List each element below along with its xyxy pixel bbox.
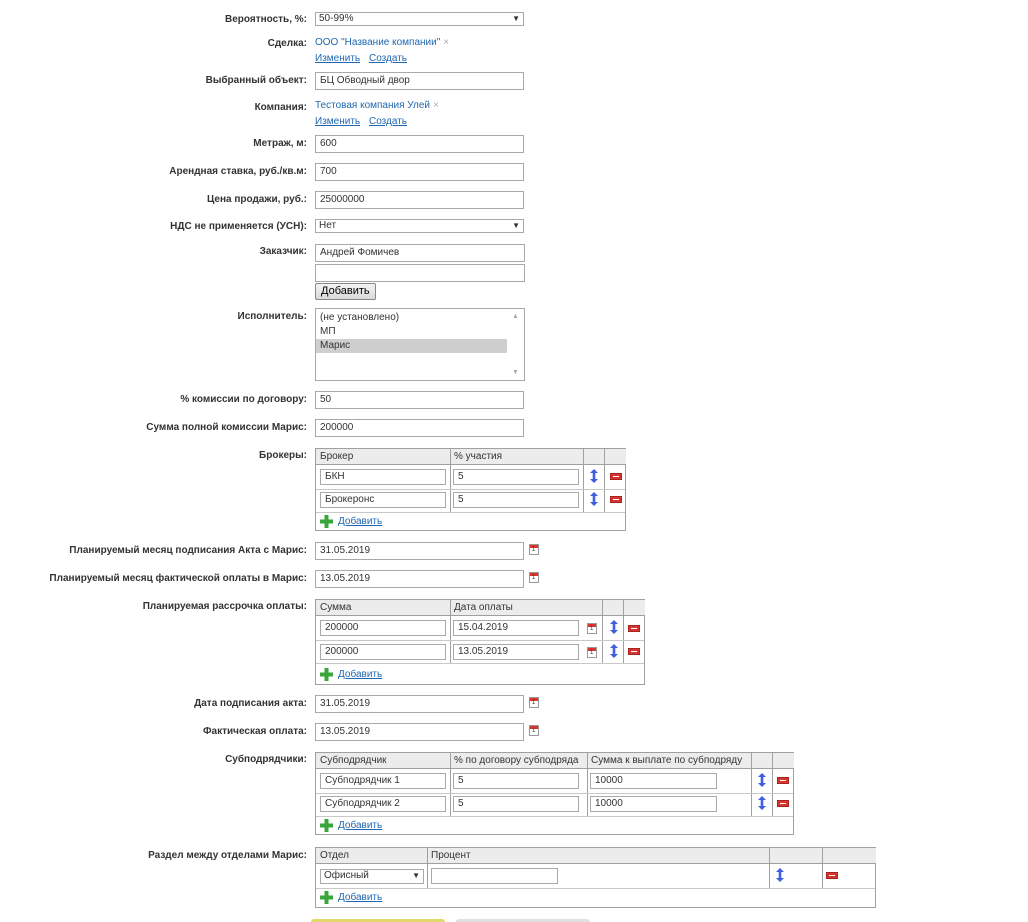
calendar-icon[interactable] xyxy=(587,623,597,634)
delete-row-icon[interactable] xyxy=(826,872,838,879)
company-link[interactable] xyxy=(315,100,439,111)
installments-header-move xyxy=(602,600,623,616)
chevron-down-icon: ▼ xyxy=(512,14,520,23)
deal-label: Сделка: xyxy=(267,38,307,49)
subcontractor-name-input[interactable]: Субподрядчик 2 xyxy=(320,796,446,812)
probability-label: Вероятность, %: xyxy=(224,14,307,25)
broker-name-input[interactable]: БКН xyxy=(320,469,446,485)
subcontractors-header-sum: Сумма к выплате по субподряду xyxy=(587,753,751,769)
price-input[interactable]: 25000000 xyxy=(315,191,524,209)
brokers-header-delete xyxy=(604,449,626,465)
installment-date-input[interactable]: 13.05.2019 xyxy=(453,644,579,660)
deal-create-link[interactable]: Создать xyxy=(369,53,408,64)
calendar-icon[interactable] xyxy=(529,725,539,736)
move-updown-icon[interactable] xyxy=(609,620,619,634)
calendar-icon[interactable] xyxy=(587,647,597,658)
add-subcontractor-link[interactable]: Добавить xyxy=(338,820,383,831)
broker-pct-input[interactable]: 5 xyxy=(453,492,579,508)
departments-header-delete xyxy=(822,848,876,864)
installments-table xyxy=(315,599,645,685)
act-month-input[interactable]: 31.05.2019 xyxy=(315,542,524,560)
installments-header-delete xyxy=(623,600,645,616)
add-broker-link[interactable]: Добавить xyxy=(338,516,383,527)
installments-label: Планируемая рассрочка оплаты: xyxy=(142,601,307,612)
remove-deal-icon[interactable]: × xyxy=(443,37,450,48)
executor-option[interactable]: (не установлено) xyxy=(320,312,400,323)
customer-input[interactable]: Андрей Фомичев xyxy=(315,244,525,262)
company-create-link[interactable]: Создать xyxy=(369,116,408,127)
installment-sum-input[interactable]: 200000 xyxy=(320,644,446,660)
calendar-icon[interactable] xyxy=(529,572,539,583)
move-updown-icon[interactable] xyxy=(609,644,619,658)
move-updown-icon[interactable] xyxy=(775,868,785,882)
actual-payment-input[interactable]: 13.05.2019 xyxy=(315,723,524,741)
departments-header-move xyxy=(769,848,822,864)
commission-pct-label: % комиссии по договору: xyxy=(180,394,307,405)
commission-pct-input[interactable]: 50 xyxy=(315,391,524,409)
company-name[interactable]: Тестовая компания Улей xyxy=(315,100,430,111)
add-icon[interactable] xyxy=(320,668,333,681)
rent-label: Арендная ставка, руб./кв.м: xyxy=(169,166,307,177)
brokers-header-move xyxy=(583,449,604,465)
pay-month-input[interactable]: 13.05.2019 xyxy=(315,570,524,588)
calendar-icon[interactable] xyxy=(529,697,539,708)
installment-date-input[interactable]: 15.04.2019 xyxy=(453,620,579,636)
rent-input[interactable]: 700 xyxy=(315,163,524,181)
add-icon[interactable] xyxy=(320,515,333,528)
calendar-icon[interactable] xyxy=(529,544,539,555)
subcontractor-pct-input[interactable]: 5 xyxy=(453,773,579,789)
subcontractors-header-delete xyxy=(772,753,794,769)
actual-payment-label: Фактическая оплата: xyxy=(203,726,307,737)
delete-row-icon[interactable] xyxy=(628,625,640,632)
company-change-link[interactable]: Изменить xyxy=(315,116,361,127)
broker-pct-input[interactable]: 5 xyxy=(453,469,579,485)
deal-name[interactable]: ООО "Название компании" xyxy=(315,37,441,48)
object-label: Выбранный объект: xyxy=(205,75,307,86)
act-date-label: Дата подписания акта: xyxy=(194,698,307,709)
brokers-table xyxy=(315,448,626,531)
delete-row-icon[interactable] xyxy=(628,648,640,655)
add-icon[interactable] xyxy=(320,891,333,904)
act-date-input[interactable]: 31.05.2019 xyxy=(315,695,524,713)
scroll-up-icon[interactable]: ▲ xyxy=(512,313,519,320)
price-label: Цена продажи, руб.: xyxy=(206,194,307,205)
probability-value: 50-99% xyxy=(319,13,354,24)
subcontractors-header-name: Субподрядчик xyxy=(316,753,450,769)
commission-sum-label: Сумма полной комиссии Марис: xyxy=(146,422,307,433)
installments-header-sum: Сумма xyxy=(316,600,450,616)
subcontractor-sum-input[interactable]: 10000 xyxy=(590,773,717,789)
delete-row-icon[interactable] xyxy=(610,496,622,503)
delete-row-icon[interactable] xyxy=(777,800,789,807)
delete-row-icon[interactable] xyxy=(610,473,622,480)
deal-link[interactable] xyxy=(315,37,449,48)
customer-input-2[interactable] xyxy=(315,264,525,282)
subcontractor-pct-input[interactable]: 5 xyxy=(453,796,579,812)
department-select[interactable] xyxy=(320,869,424,884)
brokers-header-pct: % участия xyxy=(450,449,583,465)
delete-row-icon[interactable] xyxy=(777,777,789,784)
add-icon[interactable] xyxy=(320,819,333,832)
subcontractors-label: Субподрядчики: xyxy=(225,754,307,765)
brokers-label: Брокеры: xyxy=(259,450,307,461)
broker-name-input[interactable]: Брокеронс xyxy=(320,492,446,508)
vat-value: Нет xyxy=(319,220,337,231)
department-pct-input[interactable] xyxy=(431,868,558,884)
company-label: Компания: xyxy=(254,102,307,113)
object-input[interactable]: БЦ Обводный двор xyxy=(315,72,524,90)
subcontractors-header-pct: % по договору субподряда xyxy=(450,753,587,769)
move-updown-icon[interactable] xyxy=(757,773,767,787)
subcontractor-sum-input[interactable]: 10000 xyxy=(590,796,717,812)
area-label: Метраж, м: xyxy=(253,138,307,149)
subcontractors-table xyxy=(315,752,794,835)
departments-header-dept: Отдел xyxy=(316,848,427,864)
act-month-label: Планируемый месяц подписания Акта с Марис: xyxy=(69,545,307,556)
probability-select[interactable] xyxy=(315,12,524,26)
executor-option[interactable]: МП xyxy=(320,326,336,337)
add-installment-link[interactable]: Добавить xyxy=(338,669,383,680)
installment-sum-input[interactable]: 200000 xyxy=(320,620,446,636)
scroll-down-icon[interactable]: ▼ xyxy=(512,369,519,376)
deal-change-link[interactable]: Изменить xyxy=(315,53,361,64)
commission-sum-input[interactable]: 200000 xyxy=(315,419,524,437)
departments-header-pct: Процент xyxy=(427,848,769,864)
move-updown-icon[interactable] xyxy=(757,796,767,810)
vat-label: НДС не применяется (УСН): xyxy=(170,221,307,232)
move-updown-icon[interactable] xyxy=(589,469,599,483)
subcontractors-header-move xyxy=(751,753,772,769)
chevron-down-icon: ▼ xyxy=(412,871,420,880)
add-customer-button[interactable]: Добавить xyxy=(315,283,376,300)
vat-select[interactable] xyxy=(315,219,524,233)
remove-company-icon[interactable]: × xyxy=(432,100,439,111)
brokers-header-broker: Брокер xyxy=(316,449,450,465)
departments-table xyxy=(315,847,876,908)
add-department-link[interactable]: Добавить xyxy=(338,892,383,903)
departments-label: Раздел между отделами Марис: xyxy=(148,850,307,861)
pay-month-label: Планируемый месяц фактической оплаты в Марис: xyxy=(49,573,307,584)
area-input[interactable]: 600 xyxy=(315,135,524,153)
installments-header-date: Дата оплаты xyxy=(450,600,602,616)
customer-label: Заказчик: xyxy=(259,246,307,257)
chevron-down-icon: ▼ xyxy=(512,221,520,230)
department-value: Офисный xyxy=(324,870,369,881)
executor-listbox[interactable] xyxy=(315,308,525,381)
executor-label: Исполнитель: xyxy=(237,311,307,322)
subcontractor-name-input[interactable]: Субподрядчик 1 xyxy=(320,773,446,789)
scrollbar[interactable] xyxy=(508,309,524,380)
executor-option-selected[interactable]: Марис xyxy=(316,339,507,353)
move-updown-icon[interactable] xyxy=(589,492,599,506)
